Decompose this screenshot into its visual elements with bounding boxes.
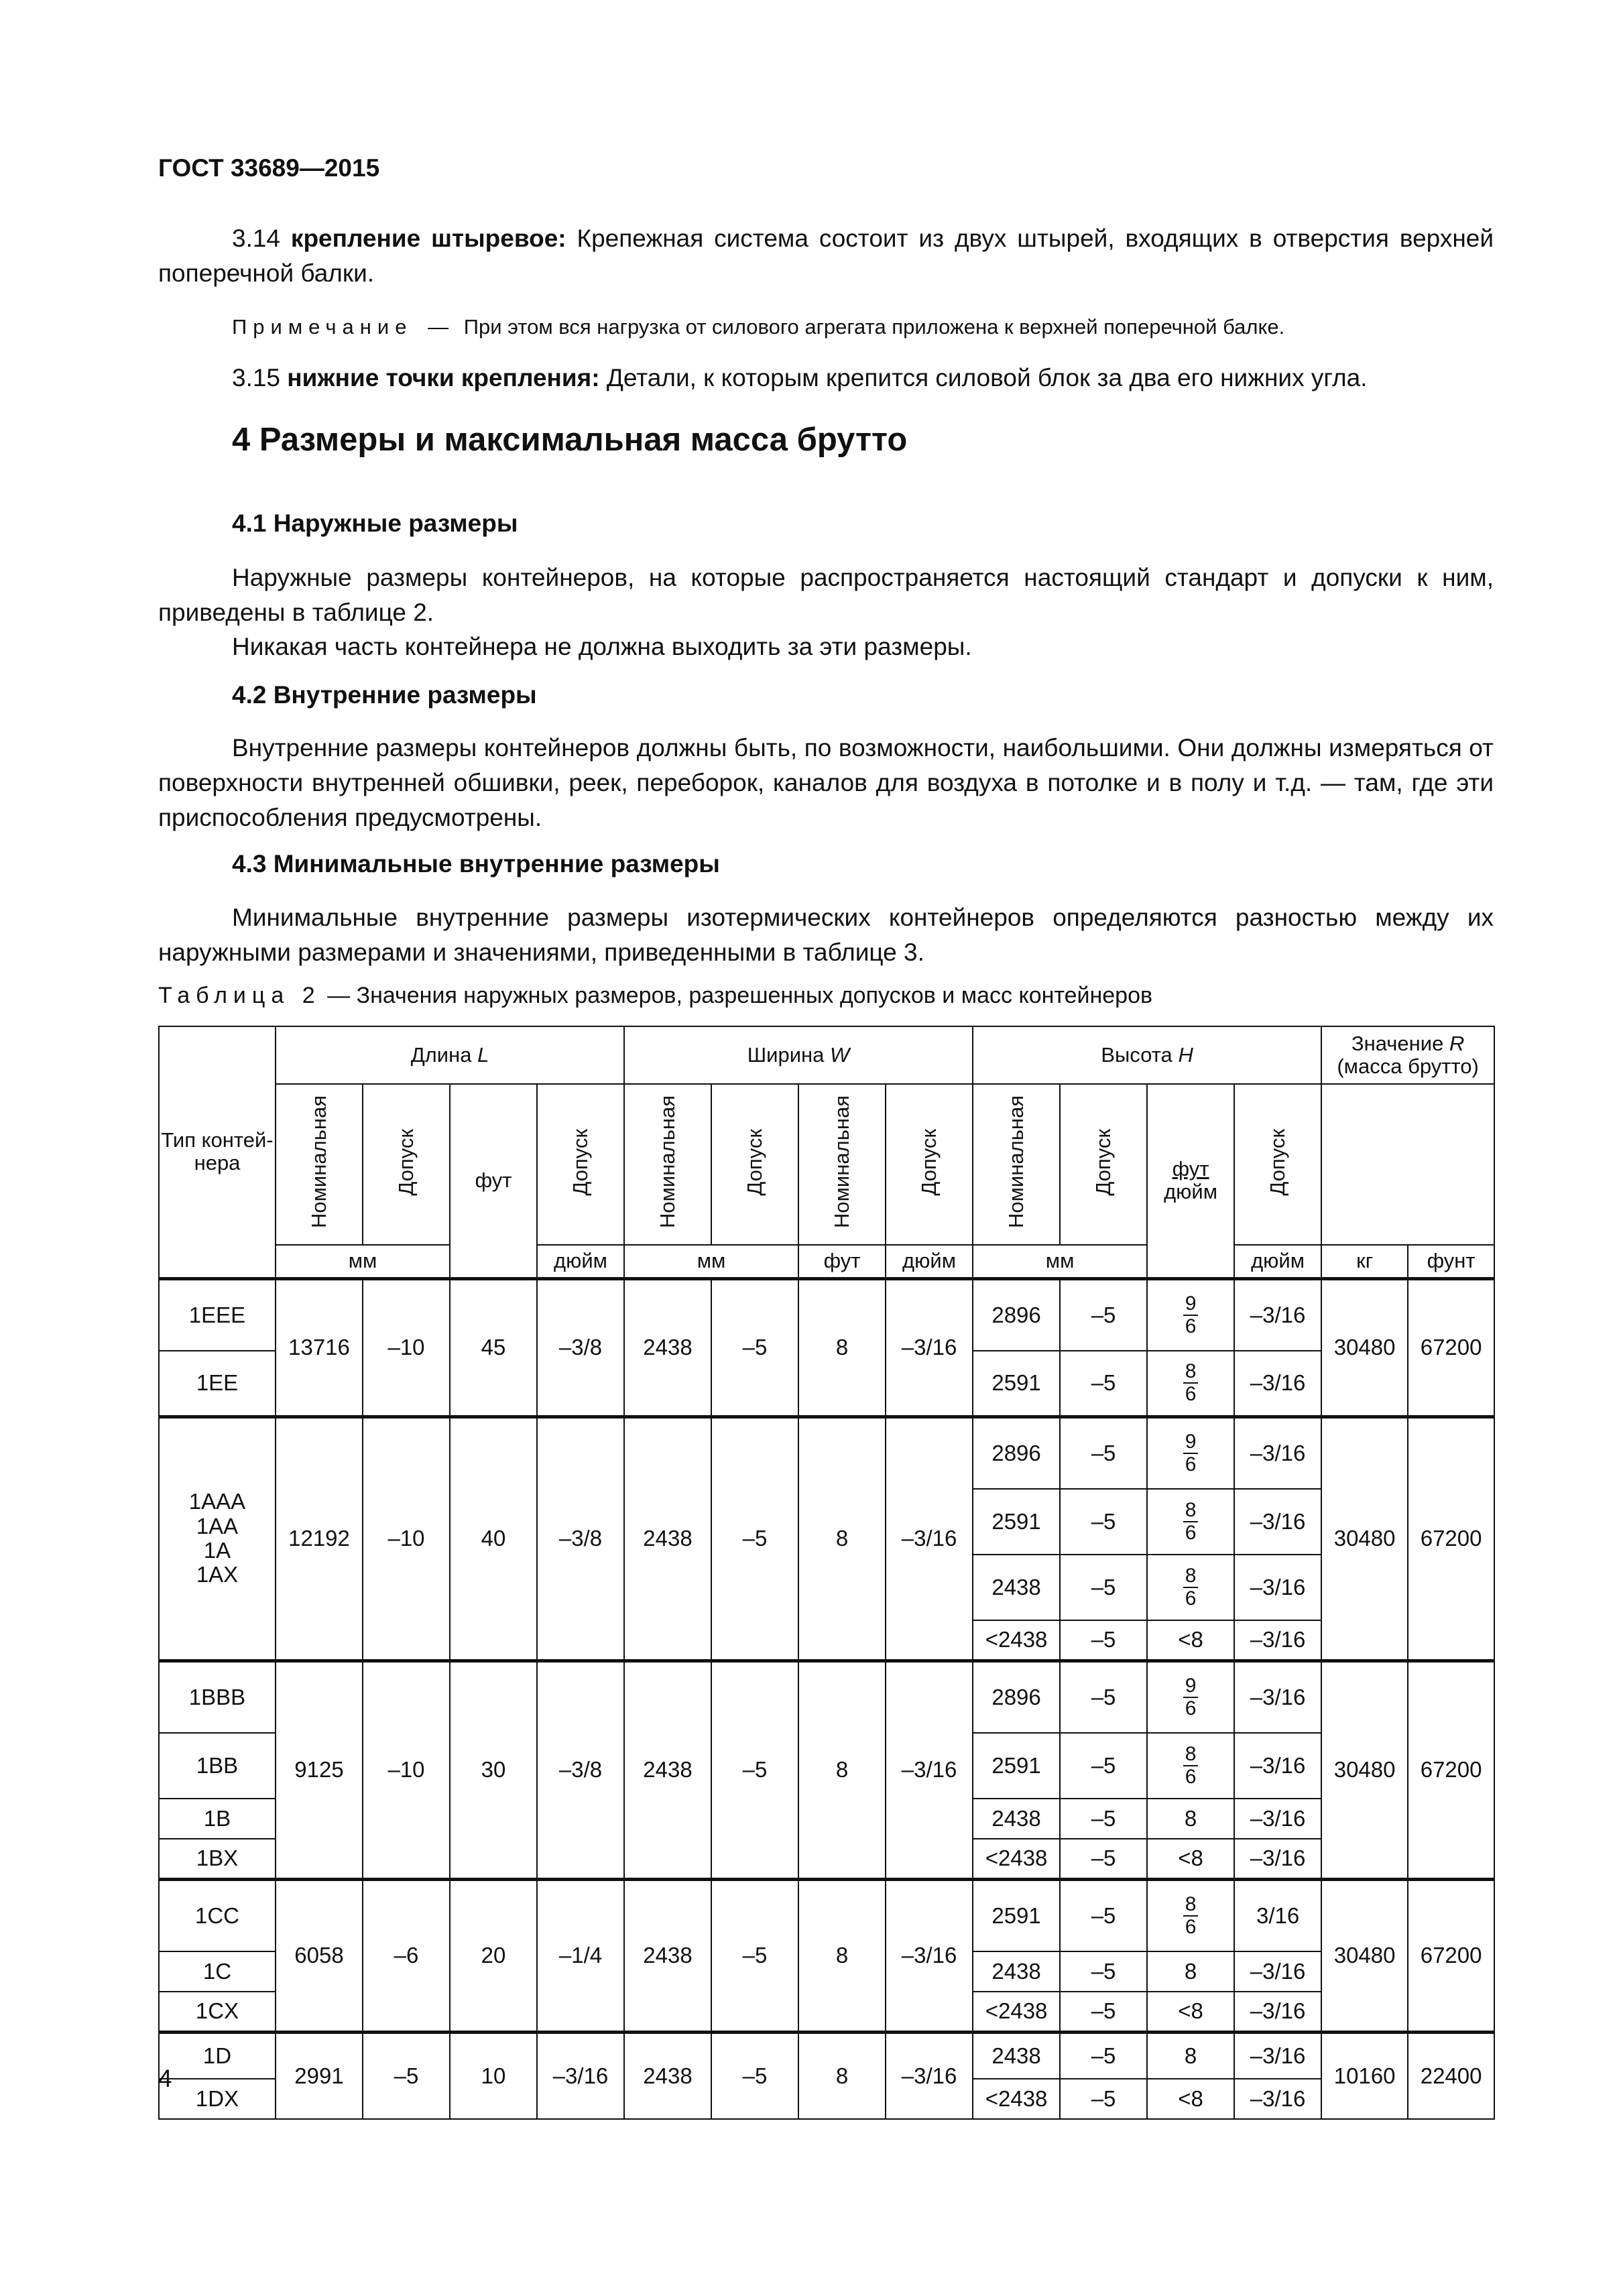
height-tolerance: –5 bbox=[1060, 1555, 1147, 1620]
height-tolerance: –5 bbox=[1060, 1489, 1147, 1555]
dim-wtol: –5 bbox=[711, 1278, 798, 1416]
table-row bbox=[159, 1879, 1494, 1951]
dim-lin: –3/8 bbox=[537, 1416, 624, 1660]
subheader-nominal: Номинальная bbox=[624, 1084, 711, 1245]
dim-lin: –1/4 bbox=[537, 1879, 624, 2032]
subheader-tolerance: Допуск bbox=[1060, 1084, 1147, 1245]
dim-lft: 30 bbox=[450, 1660, 537, 1879]
fraction-numerator: 8 bbox=[1183, 1500, 1199, 1522]
fraction bbox=[1183, 1432, 1199, 1475]
height-in-tolerance: –3/16 bbox=[1234, 1733, 1321, 1799]
type-cell: 1EE bbox=[159, 1351, 276, 1416]
height-ft-in bbox=[1147, 1489, 1234, 1555]
dim-wmm: 2438 bbox=[624, 1416, 711, 1660]
height-in-tolerance: –3/16 bbox=[1234, 1555, 1321, 1620]
container-type: 1A bbox=[203, 1538, 231, 1563]
subsection-title-4-3: 4.3 Минимальные внутренние размеры bbox=[232, 850, 720, 878]
paragraph-4-3: Минимальные внутренние размеры изотермических контейнеров определяются разностью между их наружными размерами и значениями, приведенными в таблице 3. bbox=[158, 904, 1494, 966]
col-length-header: Длина L bbox=[276, 1026, 624, 1084]
height-ft-in bbox=[1147, 1733, 1234, 1799]
fraction-denominator: 6 bbox=[1185, 1697, 1197, 1719]
paragraph-3-15 bbox=[158, 361, 1494, 396]
col-height-header: Высота H bbox=[973, 1026, 1321, 1084]
dim-wtol: –5 bbox=[711, 1660, 798, 1879]
subheader-rating-blank bbox=[1321, 1084, 1494, 1245]
type-cell bbox=[159, 1416, 276, 1660]
dim-win: –3/16 bbox=[886, 1660, 973, 1879]
subsection-title-4-1: 4.1 Наружные размеры bbox=[232, 509, 518, 537]
height-tolerance: –5 bbox=[1060, 1620, 1147, 1660]
dim-wmm: 2438 bbox=[624, 1879, 711, 2032]
subheader-tolerance: Допуск bbox=[711, 1084, 798, 1245]
dim-lin: –3/8 bbox=[537, 1660, 624, 1879]
table-row bbox=[159, 1278, 1494, 1351]
container-type: 1AA bbox=[196, 1513, 239, 1538]
fraction-numerator: 8 bbox=[1183, 1894, 1199, 1917]
dim-lft: 40 bbox=[450, 1416, 537, 1660]
dim-lft: 20 bbox=[450, 1879, 537, 2032]
dimensions-table bbox=[158, 1026, 1495, 2120]
height-ft: 8 bbox=[1147, 1951, 1234, 1992]
subheader-tolerance: Допуск bbox=[1234, 1084, 1321, 1245]
term: нижние точки крепления: bbox=[287, 364, 600, 391]
dim-wmm: 2438 bbox=[624, 1278, 711, 1416]
paragraph-3-14 bbox=[158, 221, 1494, 291]
dim-wtol: –5 bbox=[711, 1416, 798, 1660]
clause-number: 3.15 bbox=[232, 364, 281, 391]
fraction bbox=[1183, 1294, 1199, 1337]
rating-kg: 10160 bbox=[1321, 2032, 1408, 2119]
height-ft: <8 bbox=[1147, 1992, 1234, 2032]
height-in-tolerance: 3/16 bbox=[1234, 1879, 1321, 1951]
type-cell: 1EEE bbox=[159, 1278, 276, 1351]
fraction-denominator: 6 bbox=[1185, 1315, 1197, 1337]
subheader-ft: фут bbox=[450, 1084, 537, 1278]
dim-wft: 8 bbox=[798, 2032, 886, 2119]
col-width-header: Ширина W bbox=[624, 1026, 973, 1084]
type-cell: 1CX bbox=[159, 1992, 276, 2032]
table-row bbox=[159, 2032, 1494, 2079]
dim-wft: 8 bbox=[798, 1416, 886, 1660]
fraction-denominator: 6 bbox=[1185, 1587, 1197, 1610]
subheader-tolerance: Допуск bbox=[363, 1084, 450, 1245]
dim-win: –3/16 bbox=[886, 2032, 973, 2119]
definition: Детали, к которым крепится силовой блок за два его нижних угла. bbox=[606, 364, 1368, 391]
fraction-numerator: 8 bbox=[1183, 1744, 1199, 1766]
height-tolerance: –5 bbox=[1060, 1879, 1147, 1951]
height-mm: 2438 bbox=[973, 1555, 1060, 1620]
height-in-tolerance: –3/16 bbox=[1234, 1278, 1321, 1351]
height-tolerance: –5 bbox=[1060, 1839, 1147, 1879]
page-number: 4 bbox=[158, 2065, 172, 2092]
dim-lft: 45 bbox=[450, 1278, 537, 1416]
unit-mm: мм bbox=[624, 1245, 798, 1278]
height-ft-in bbox=[1147, 1416, 1234, 1489]
height-in-tolerance: –3/16 bbox=[1234, 1489, 1321, 1555]
dim-wmm: 2438 bbox=[624, 2032, 711, 2119]
height-tolerance: –5 bbox=[1060, 2032, 1147, 2079]
container-type: 1AAA bbox=[188, 1489, 246, 1514]
paragraph-4-1: Наружные размеры контейнеров, на которые распространяется настоящий стандарт и допуски к ним, приведены в таблице 2. bbox=[158, 564, 1494, 626]
height-mm: 2591 bbox=[973, 1351, 1060, 1416]
rating-lb: 67200 bbox=[1408, 1416, 1494, 1660]
height-in-tolerance: –3/16 bbox=[1234, 1839, 1321, 1879]
height-in-tolerance: –3/16 bbox=[1234, 1951, 1321, 1992]
dim-win: –3/16 bbox=[886, 1879, 973, 2032]
table-body bbox=[159, 1278, 1494, 2119]
rating-kg: 30480 bbox=[1321, 1416, 1408, 1660]
dim-win: –3/16 bbox=[886, 1416, 973, 1660]
paragraph-4-2: Внутренние размеры контейнеров должны быть, по возможности, наибольшими. Они должны измеряться от поверхности внутренней обшивки, реек, переборок, каналов для воздуха в потолке и в полу и т.д. — там, где эти приспособления предусмотрены. bbox=[158, 734, 1494, 831]
fraction bbox=[1183, 1500, 1199, 1543]
document-header: ГОСТ 33689—2015 bbox=[158, 154, 380, 182]
fraction-denominator: 6 bbox=[1185, 1453, 1197, 1475]
type-cell: 1D bbox=[159, 2032, 276, 2079]
height-mm: 2896 bbox=[973, 1278, 1060, 1351]
unit-in: дюйм bbox=[537, 1245, 624, 1278]
note-text: При этом вся нагрузка от силового агрегата приложена к верхней поперечной балке. bbox=[463, 315, 1285, 339]
dim-lmm: 6058 bbox=[276, 1879, 363, 2032]
dim-wft: 8 bbox=[798, 1660, 886, 1879]
height-in-tolerance: –3/16 bbox=[1234, 1416, 1321, 1489]
height-in-tolerance: –3/16 bbox=[1234, 1799, 1321, 1839]
dim-wtol: –5 bbox=[711, 1879, 798, 2032]
dim-win: –3/16 bbox=[886, 1278, 973, 1416]
height-in-tolerance: –3/16 bbox=[1234, 2079, 1321, 2119]
dim-ltol: –10 bbox=[363, 1278, 450, 1416]
height-mm: <2438 bbox=[973, 1839, 1060, 1879]
dim-lin: –3/16 bbox=[537, 2032, 624, 2119]
dim-lmm: 9125 bbox=[276, 1660, 363, 1879]
fraction-denominator: 6 bbox=[1185, 1766, 1197, 1788]
subheader-nominal: Номинальная bbox=[973, 1084, 1060, 1245]
height-mm: <2438 bbox=[973, 1620, 1060, 1660]
height-ft-in bbox=[1147, 1660, 1234, 1733]
dim-lft: 10 bbox=[450, 2032, 537, 2119]
unit-lb: фунт bbox=[1408, 1245, 1494, 1278]
height-tolerance: –5 bbox=[1060, 1951, 1147, 1992]
height-ft: 8 bbox=[1147, 1799, 1234, 1839]
rating-lb: 67200 bbox=[1408, 1278, 1494, 1416]
height-in-tolerance: –3/16 bbox=[1234, 1660, 1321, 1733]
height-tolerance: –5 bbox=[1060, 1278, 1147, 1351]
note bbox=[232, 314, 1284, 341]
height-in-tolerance: –3/16 bbox=[1234, 2032, 1321, 2079]
height-tolerance: –5 bbox=[1060, 1733, 1147, 1799]
height-ft: <8 bbox=[1147, 1839, 1234, 1879]
dim-lmm: 13716 bbox=[276, 1278, 363, 1416]
height-tolerance: –5 bbox=[1060, 1799, 1147, 1839]
table-caption bbox=[158, 983, 1152, 1009]
fraction-denominator: 6 bbox=[1185, 1383, 1197, 1406]
rating-kg: 30480 bbox=[1321, 1879, 1408, 2032]
container-type: 1AX bbox=[196, 1562, 239, 1587]
subsection-title-4-2: 4.2 Внутренние размеры bbox=[232, 681, 537, 709]
height-mm: <2438 bbox=[973, 2079, 1060, 2119]
height-mm: 2438 bbox=[973, 2032, 1060, 2079]
subheader-tolerance: Допуск bbox=[886, 1084, 973, 1245]
definition: Крепежная система состоит из двух штырей, входящих в отверстия верхней поперечной балки. bbox=[158, 225, 1494, 287]
rating-lb: 67200 bbox=[1408, 1879, 1494, 2032]
height-tolerance: –5 bbox=[1060, 2079, 1147, 2119]
dim-ltol: –5 bbox=[363, 2032, 450, 2119]
fraction-numerator: 9 bbox=[1183, 1294, 1199, 1316]
fraction-numerator: 8 bbox=[1183, 1566, 1199, 1588]
dim-wmm: 2438 bbox=[624, 1660, 711, 1879]
term: крепление штыревое: bbox=[290, 225, 566, 252]
fraction bbox=[1183, 1362, 1199, 1404]
height-mm: 2896 bbox=[973, 1416, 1060, 1489]
height-ft-in bbox=[1147, 1879, 1234, 1951]
height-ft-in bbox=[1147, 1351, 1234, 1416]
unit-mm: мм bbox=[973, 1245, 1147, 1278]
height-tolerance: –5 bbox=[1060, 1351, 1147, 1416]
fraction-denominator: 6 bbox=[1185, 1915, 1197, 1938]
height-mm: 2591 bbox=[973, 1879, 1060, 1951]
table-caption-text: — Значения наружных размеров, разрешенных допусков и масс контейнеров bbox=[327, 983, 1153, 1008]
dim-lmm: 12192 bbox=[276, 1416, 363, 1660]
type-cell: 1BX bbox=[159, 1839, 276, 1879]
subheader-ft-in: фут дюйм bbox=[1147, 1084, 1234, 1278]
rating-kg: 30480 bbox=[1321, 1278, 1408, 1416]
subheader-tolerance: Допуск bbox=[537, 1084, 624, 1245]
fraction bbox=[1183, 1566, 1199, 1609]
height-ft: <8 bbox=[1147, 1620, 1234, 1660]
height-mm: <2438 bbox=[973, 1992, 1060, 2032]
unit-in: дюйм bbox=[886, 1245, 973, 1278]
height-tolerance: –5 bbox=[1060, 1416, 1147, 1489]
subheader-nominal: Номинальная bbox=[798, 1084, 886, 1245]
fraction-numerator: 9 bbox=[1183, 1432, 1199, 1454]
height-ft: 8 bbox=[1147, 2032, 1234, 2079]
type-cell: 1DX bbox=[159, 2079, 276, 2119]
fraction bbox=[1183, 1744, 1199, 1787]
dim-ltol: –10 bbox=[363, 1660, 450, 1879]
height-in-tolerance: –3/16 bbox=[1234, 1620, 1321, 1660]
table-caption-label: Таблица 2 bbox=[158, 983, 321, 1008]
type-cell: 1BB bbox=[159, 1733, 276, 1799]
col-rating-header: Значение R (масса брутто) bbox=[1321, 1026, 1494, 1084]
dim-ltol: –6 bbox=[363, 1879, 450, 2032]
height-ft: <8 bbox=[1147, 2079, 1234, 2119]
dim-lmm: 2991 bbox=[276, 2032, 363, 2119]
table-row bbox=[159, 1416, 1494, 1489]
unit-in: дюйм bbox=[1234, 1245, 1321, 1278]
fraction bbox=[1183, 1676, 1199, 1719]
dim-ltol: –10 bbox=[363, 1416, 450, 1660]
col-type-header: Тип контей-нера bbox=[159, 1026, 276, 1278]
dim-lin: –3/8 bbox=[537, 1278, 624, 1416]
fraction-numerator: 9 bbox=[1183, 1676, 1199, 1698]
height-mm: 2896 bbox=[973, 1660, 1060, 1733]
height-ft-in bbox=[1147, 1278, 1234, 1351]
height-in-tolerance: –3/16 bbox=[1234, 1351, 1321, 1416]
height-mm: 2591 bbox=[973, 1489, 1060, 1555]
height-ft-in bbox=[1147, 1555, 1234, 1620]
dim-wft: 8 bbox=[798, 1879, 886, 2032]
unit-ft: фут bbox=[798, 1245, 886, 1278]
fraction-numerator: 8 bbox=[1183, 1362, 1199, 1384]
note-dash: — bbox=[428, 315, 449, 339]
type-cell: 1CC bbox=[159, 1879, 276, 1951]
table-row bbox=[159, 1660, 1494, 1733]
paragraph-4-1-2: Никакая часть контейнера не должна выходить за эти размеры. bbox=[232, 633, 972, 660]
unit-kg: кг bbox=[1321, 1245, 1408, 1278]
dim-wft: 8 bbox=[798, 1278, 886, 1416]
height-mm: 2438 bbox=[973, 1799, 1060, 1839]
height-tolerance: –5 bbox=[1060, 1660, 1147, 1733]
height-mm: 2438 bbox=[973, 1951, 1060, 1992]
subheader-nominal: Номинальная bbox=[276, 1084, 363, 1245]
height-mm: 2591 bbox=[973, 1733, 1060, 1799]
unit-mm: мм bbox=[276, 1245, 450, 1278]
fraction-denominator: 6 bbox=[1185, 1522, 1197, 1544]
clause-number: 3.14 bbox=[232, 225, 281, 252]
type-cell: 1C bbox=[159, 1951, 276, 1992]
section-title: 4 Размеры и максимальная масса брутто bbox=[232, 422, 908, 458]
height-in-tolerance: –3/16 bbox=[1234, 1992, 1321, 2032]
rating-lb: 22400 bbox=[1408, 2032, 1494, 2119]
type-cell: 1B bbox=[159, 1799, 276, 1839]
type-cell: 1BBB bbox=[159, 1660, 276, 1733]
height-tolerance: –5 bbox=[1060, 1992, 1147, 2032]
fraction bbox=[1183, 1894, 1199, 1937]
rating-lb: 67200 bbox=[1408, 1660, 1494, 1879]
rating-kg: 30480 bbox=[1321, 1660, 1408, 1879]
note-label: Примечание bbox=[232, 315, 413, 339]
dim-wtol: –5 bbox=[711, 2032, 798, 2119]
